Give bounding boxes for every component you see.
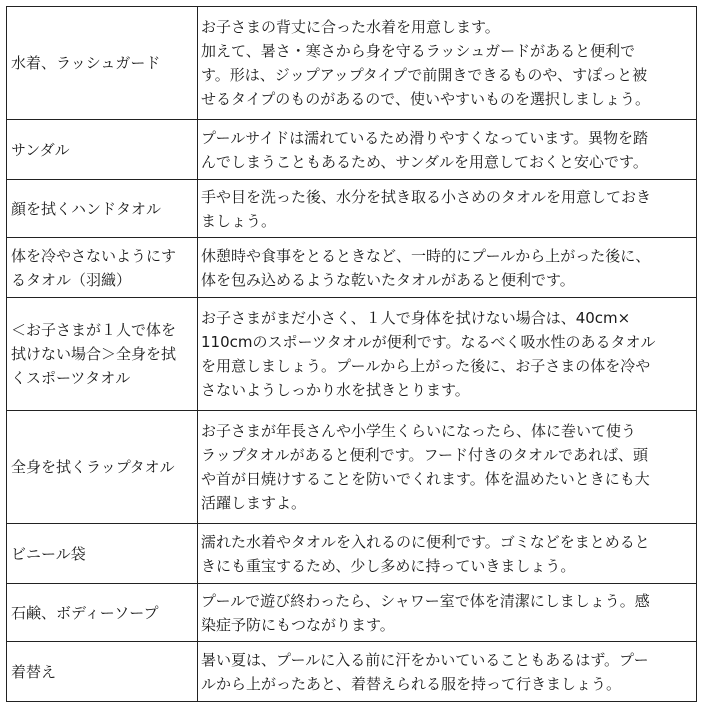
item-name-line: 水着、ラッシュガード: [11, 54, 161, 72]
item-name-line: 顔を拭くハンドタオル: [11, 199, 162, 218]
item-description-line: プールで遊び終わったら、シャワー室で体を清潔にしましょう。感: [201, 591, 650, 610]
item-description-cell: [198, 584, 697, 642]
item-description-line: 加えて、暑さ・寒さから身を守るラッシュガードがあると便利で: [201, 42, 636, 60]
item-description-line: す。形は、ジップアップタイプで前開きできるものや、すぽっと被: [201, 66, 648, 84]
item-name-line: ビニール袋: [11, 544, 86, 563]
item-name-cell: [7, 524, 198, 584]
item-name-line: るタオル（羽織）: [11, 270, 132, 289]
table-row: [7, 180, 697, 238]
item-description-cell: [198, 180, 697, 238]
item-description-line: ルから上がったあと、着替えられる服を持って行きましょう。: [201, 674, 622, 693]
table-row: [7, 584, 697, 642]
item-name-line: 着替え: [11, 662, 57, 681]
item-description-cell: [198, 7, 697, 120]
item-description-line: さないようしっかり水を拭きとります。: [201, 381, 470, 399]
item-description-cell: [198, 411, 697, 524]
item-description-line: プールサイドは濡れているため滑りやすくなっています。異物を踏: [201, 128, 649, 147]
item-description-line: ラップタオルがあると便利です。フード付きのタオルであれば、頭: [201, 446, 649, 464]
item-description-line: ましょう。: [201, 211, 277, 230]
item-name-line: 石鹸、ボディーソープ: [11, 603, 159, 622]
item-description-line: 活躍しますよ。: [201, 494, 307, 512]
item-description-line: や首が日焼けすることを防いでくれます。体を温めたいときにも大: [201, 470, 650, 488]
item-description-line: お子さまがまだ小さく、１人で身体を拭けない場合は、40cm×: [201, 309, 631, 327]
table-row: [7, 298, 697, 411]
item-name-cell: [7, 411, 198, 524]
item-description-line: 染症予防にもつながります。: [201, 615, 395, 634]
item-name-cell: [7, 7, 198, 120]
item-description-line: を用意しましょう。プールから上がった後に、お子さまの体を冷や: [201, 357, 651, 375]
item-description-line: 濡れた水着やタオルを入れるのに便利です。ゴミなどをまとめると: [201, 532, 650, 551]
item-name-cell: [7, 120, 198, 180]
item-name-cell: [7, 180, 198, 238]
item-description-line: 手や目を洗った後、水分を拭き取る小さめのタオルを用意しておき: [201, 187, 652, 206]
item-name-line: ＜お子さまが１人で体を: [11, 321, 177, 339]
table-row: [7, 7, 697, 120]
table-row: [7, 524, 697, 584]
item-description-line: 暑い夏は、プールに入る前に汗をかいていることもあるはず。プー: [201, 650, 649, 669]
item-description-line: んでしまうこともあるため、サンダルを用意しておくと安心です。: [201, 152, 648, 171]
table-row: [7, 642, 697, 702]
item-description-cell: [198, 524, 697, 584]
table-row: [7, 238, 697, 298]
item-description-cell: [198, 298, 697, 411]
item-name-line: 全身を拭くラップタオル: [11, 458, 175, 476]
item-name-line: 体を冷やさないようにす: [11, 246, 177, 265]
item-description-line: 休憩時や食事をとるときなど、一時的にプールから上がった後に、: [201, 246, 651, 265]
item-name-line: 拭けない場合＞全身を拭: [11, 345, 177, 363]
item-name-cell: [7, 584, 198, 642]
item-name-cell: [7, 642, 198, 702]
table-row: [7, 120, 697, 180]
item-description-cell: [198, 642, 697, 702]
item-description-line: お子さまが年長さんや小学生くらいになったら、体に巻いて使う: [201, 422, 637, 440]
item-description-line: せるタイプのものがあるので、使いやすいものを選択しましょう。: [201, 90, 650, 108]
item-description-cell: [198, 120, 697, 180]
item-description-line: きにも重宝するため、少し多めに持っていきましょう。: [201, 556, 576, 575]
item-name-line: サンダル: [11, 140, 70, 159]
item-description-cell: [198, 238, 697, 298]
item-name-cell: [7, 238, 198, 298]
pool-items-table: [6, 6, 697, 702]
table-row: [7, 411, 697, 524]
item-description-line: お子さまの背丈に合った水着を用意します。: [201, 18, 500, 36]
item-name-line: くスポーツタオル: [11, 369, 131, 387]
item-name-cell: [7, 298, 198, 411]
item-description-line: 110cmのスポーツタオルが便利です。なるべく吸水性のあるタオル: [201, 333, 656, 351]
item-description-line: 体を包み込めるような乾いたタオルがあると便利です。: [201, 270, 575, 289]
